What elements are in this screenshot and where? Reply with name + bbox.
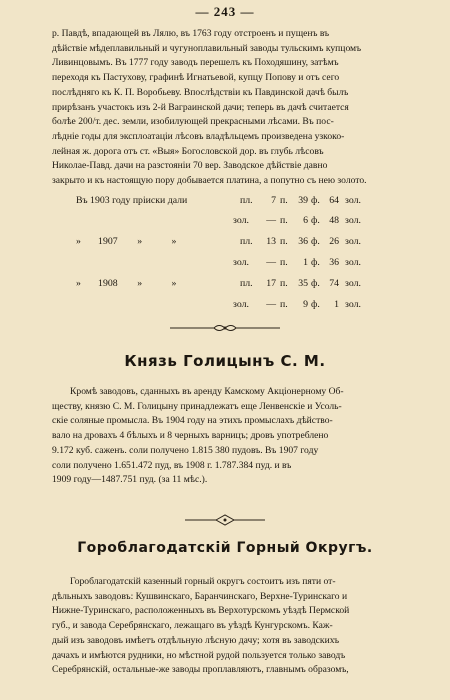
paragraph: [52, 385, 402, 488]
funt-unit: ф.: [311, 236, 320, 247]
paragraph: [52, 575, 402, 678]
text-line: Серебрянскій, остальные-же заводы проплавляютъ, главнымъ образомъ,: [52, 664, 349, 676]
text-line: дый изъ заводовъ имѣетъ отдѣльную лѣсную дачу; хотя въ заводскихъ: [52, 634, 340, 646]
funt-unit: ф.: [311, 278, 320, 289]
zol-unit: зол.: [345, 278, 361, 289]
text-line: прирѣзанъ участокъ изъ 2-й Ваграинской дачи; теперь въ дачѣ считается: [52, 101, 349, 113]
pud-value: 17: [266, 278, 276, 289]
text-line: лѣдніе годы для эксплоатаціи лѣсовъ владѣльцемъ произведена узкоко-: [52, 130, 345, 142]
row-label: Въ 1903 году пріиски дали: [76, 195, 188, 206]
zol-value: 74: [329, 278, 339, 289]
zol-unit: зол.: [345, 215, 361, 226]
text-line: вало на дровахъ 4 бѣлыхъ и 8 черныхъ варницъ; дровъ употреблено: [52, 430, 329, 442]
funt-value: 6: [303, 215, 308, 226]
text-line: болѣе 200/т. дес. земли, изобилующей прекрасными лѣсами. Въ пос-: [52, 116, 334, 128]
text-line: лейная ж. дорога отъ ст. «Выя» Богословской дор. въ глубь лѣсовъ: [52, 145, 324, 157]
zol-unit: зол.: [345, 299, 361, 310]
text-line: губ., и завода Серебрянскаго, лежащаго въ уѣздѣ Кунгурскомъ. Каж-: [52, 620, 333, 632]
zol-unit: зол.: [345, 257, 361, 268]
section-golitsyn-text: [52, 385, 402, 488]
pud-value: —: [266, 257, 276, 268]
metal: пл.: [240, 278, 253, 289]
pud-unit: п.: [280, 236, 288, 247]
section-goroblagodatsky-text: [52, 575, 402, 678]
funt-value: 36: [298, 236, 308, 247]
text-line: дѣйствіе мѣдеплавильный и чугуноплавильный заводы тульскимъ купцомъ: [52, 42, 362, 54]
text-line: послѣдняго къ К. П. Воробьеву. Впослѣдствіи къ Павдинской дачѣ былъ: [52, 86, 349, 98]
text-line: скіе соляные промысла. Въ 1904 году на этихъ промыслахъ дѣйство-: [52, 415, 333, 427]
text-line: Гороблагодатскій казенный горный округъ состоитъ изъ пяти от-: [70, 576, 336, 587]
heading-golitsyn: Князь Голицынъ С. М.: [124, 352, 326, 370]
metal: зол.: [233, 257, 249, 268]
text-line: р. Павдѣ, впадающей въ Лялю, въ 1763 году отстроенъ и пущенъ въ: [52, 28, 330, 39]
pud-value: —: [266, 299, 276, 310]
zol-value: 36: [329, 257, 339, 268]
ornament-divider: [0, 321, 450, 335]
pud-unit: п.: [280, 215, 288, 226]
zol-value: 26: [329, 236, 339, 247]
zol-unit: зол.: [345, 236, 361, 247]
heading-goroblagodatsky: Гороблагодатскій Горный Округъ.: [77, 540, 373, 556]
text-line: 9.172 куб. саженъ. соли получено 1.815 380 пудовъ. Въ 1907 году: [52, 444, 319, 456]
text-line: дачахъ и имѣются рудники, но мѣстной рудой пользуется только заводъ: [52, 649, 346, 661]
funt-unit: ф.: [311, 195, 320, 206]
funt-value: 9: [303, 299, 308, 310]
funt-value: 1: [303, 257, 308, 268]
pud-value: 13: [266, 236, 276, 247]
funt-value: 35: [298, 278, 308, 289]
text-line: переходя къ Пастухову, графинѣ Игнатьевой, купцу Попову и отъ сего: [52, 72, 340, 84]
zol-value: 1: [334, 299, 339, 310]
text-line: Нижне-Туринскаго, расположенныхъ въ Верхотурскомъ уѣздѣ Пермской: [52, 605, 350, 617]
funt-unit: ф.: [311, 299, 320, 310]
text-line: Кромѣ заводовъ, сданныхъ въ аренду Камскому Акціонерному Об-: [70, 386, 344, 397]
metal: пл.: [240, 195, 253, 206]
zol-value: 48: [329, 215, 339, 226]
funt-unit: ф.: [311, 215, 320, 226]
text-line: Николае-Павд. дачи на разстояніи 70 вер. Заводское дѣйствіе давно: [52, 160, 328, 172]
text-line: 1909 году—1487.751 пуд. (за 11 мѣс.).: [52, 474, 208, 486]
ornament-divider: [0, 513, 450, 527]
paragraph: [52, 27, 402, 189]
text-line: дѣльныхъ заводовъ: Кушвинскаго, Баранчинскаго, Верхне-Туринскаго и: [52, 590, 348, 602]
zol-unit: зол.: [345, 195, 361, 206]
metal: зол.: [233, 299, 249, 310]
row-label: » 1907 » »: [76, 236, 177, 247]
funt-unit: ф.: [311, 257, 320, 268]
pud-value: 7: [271, 195, 276, 206]
pud-unit: п.: [280, 195, 288, 206]
funt-value: 39: [298, 195, 308, 206]
text-line: Ливинцовымъ. Въ 1777 году заводъ перешелъ къ Походяшину, затѣмъ: [52, 57, 339, 69]
pud-unit: п.: [280, 278, 288, 289]
pud-unit: п.: [280, 299, 288, 310]
pud-value: —: [266, 215, 276, 226]
page-number: — 243 —: [195, 4, 255, 19]
metal: пл.: [240, 236, 253, 247]
metal: зол.: [233, 215, 249, 226]
zol-value: 64: [329, 195, 339, 206]
text-line: соли получено 1.651.472 пуд, въ 1908 г. 1.787.384 пуд. и въ: [52, 459, 292, 471]
pud-unit: п.: [280, 257, 288, 268]
row-label: » 1908 » »: [76, 278, 177, 289]
text-line: ществу, князю С. М. Голицыну принадлежатъ еще Ленвенскіе и Усоль-: [52, 400, 342, 412]
text-line: закрыто и къ настоящую пору добывается платина, а попутно съ нею золото.: [52, 175, 367, 187]
section-pavda-text: [52, 27, 402, 189]
